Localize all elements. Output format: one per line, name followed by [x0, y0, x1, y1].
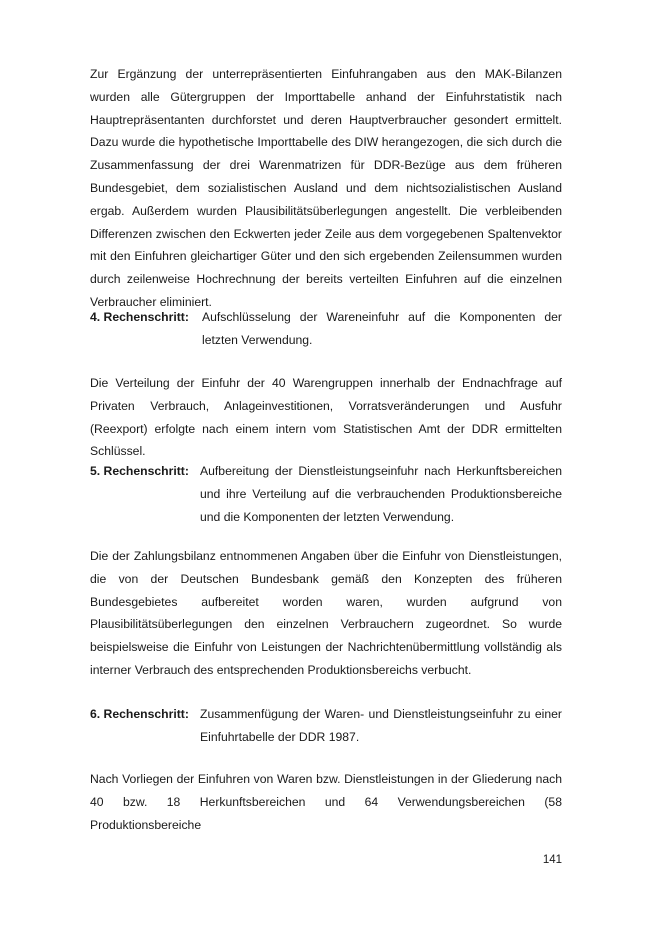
step-4-label: 4. Rechenschritt:: [90, 310, 189, 324]
step-6-description: Zusammenfügung der Waren- und Dienstleistungseinfuhr zu einer Einfuhrtabelle der DDR 1987.: [200, 707, 562, 744]
step-5-label: 5. Rechenschritt:: [90, 464, 189, 478]
step-4-heading: [90, 306, 562, 352]
paragraph-goods-distribution: Die Verteilung der Einfuhr der 40 Warengruppen innerhalb der Endnachfrage auf Privaten Verbrauch, Anlageinvestitionen, Vorratsveränderungen und Ausfuhr (Reexport) erfolgte nach einem intern vom Statistischen Amt der DDR ermittelten Schlüssel.: [90, 376, 562, 459]
step-5-description: Aufbereitung der Dienstleistungseinfuhr nach Herkunftsbereichen und ihre Verteilung auf die verbrauchenden Produktionsbereiche und die Komponenten der letzten Verwendung.: [200, 464, 562, 524]
page-number: 141: [542, 854, 562, 866]
step-6-label: 6. Rechenschritt:: [90, 707, 189, 721]
paragraph-import-supplement: Zur Ergänzung der unterrepräsentierten Einfuhrangaben aus den MAK-Bilanzen wurden alle Gütergruppen der Importtabelle anhand der Einfuhrstatistik nach Hauptrepräsentanten durchforstet und deren Hauptverbraucher gesondert ermittelt. Dazu wurde die hypothetische Importtabelle des DIW herangezogen, die sich durch die Zusammenfassung der drei Warenmatrizen für DDR-Bezüge aus dem früheren Bundesgebiet, dem sozialistischen Ausland und dem nichtsozialistischen Ausland ergab. Außerdem wurden Plausibilitätsüberlegungen angestellt. Die verbleibenden Differenzen zwischen den Eckwerten jeder Zeile aus dem vorgegebenen Spaltenvektor mit den Einfuhren gleichartiger Güter und den sich ergebenden Zeilensummen wurden durch zeilenweise Hochrechnung der bereits verteilten Einfuhren auf die einzelnen Verbraucher eliminiert.: [90, 67, 562, 309]
step-4-description: Aufschlüsselung der Wareneinfuhr auf die Komponenten der letzten Verwendung.: [202, 310, 562, 347]
paragraph-services-import: Die der Zahlungsbilanz entnommenen Angaben über die Einfuhr von Dienstleistungen, die von der Deutschen Bundesbank gemäß den Konzepten des früheren Bundesgebietes aufbereitet worden waren, wurden aufgrund von Plausibilitätsüberlegungen den einzelnen Verbrauchern zugeordnet. So wurde beispielsweise die Einfuhr von Leistungen der Nachrichtenübermittlung vollständig als interner Verbrauch des entsprechenden Produktionsbereichs verbucht.: [90, 549, 562, 677]
step-6-heading: [90, 703, 562, 749]
paragraph-combined-imports: Nach Vorliegen der Einfuhren von Waren bzw. Dienstleistungen in der Gliederung nach 40 bzw. 18 Herkunftsbereichen und 64 Verwendungsbereichen (58 Produktionsbereiche: [90, 772, 562, 832]
step-5-heading: [90, 460, 562, 528]
